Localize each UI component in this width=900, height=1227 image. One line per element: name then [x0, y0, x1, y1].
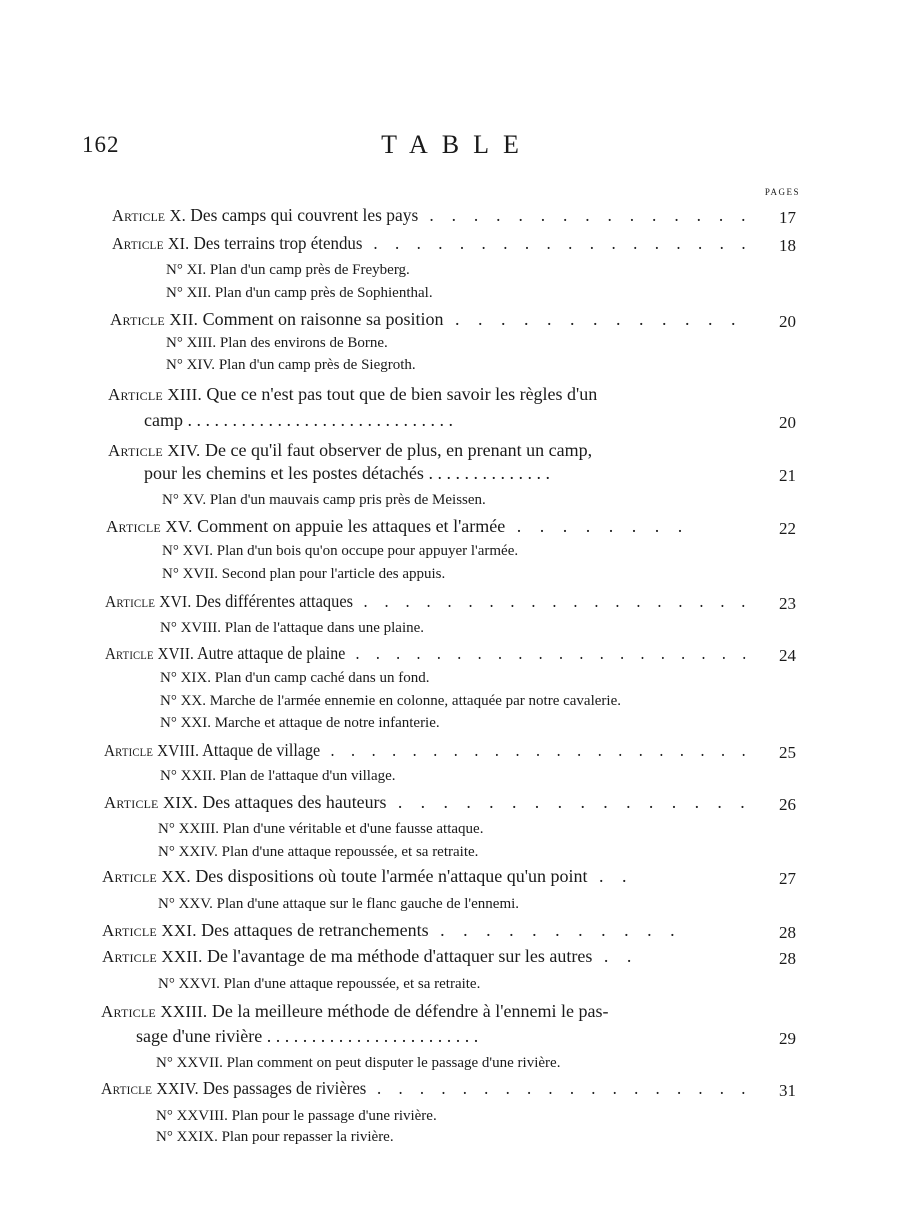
plate-entry [166, 285, 433, 302]
dot-leader: . . . . . . . . . . . . . . . . . . . . [345, 643, 753, 663]
plate-entry [158, 821, 483, 838]
article-number: Article XXI. [102, 921, 197, 940]
article-title-continuation [144, 410, 453, 431]
article-title: Des attaques de retranchements [201, 920, 429, 940]
plate-number: N° XXIII. [158, 821, 219, 837]
article-number: Article XIV. [108, 441, 201, 460]
article-number: Article XX. [102, 867, 191, 886]
dot-leader: . . . . . . . . . . . . . [443, 309, 743, 329]
toc-entry [110, 309, 743, 330]
plate-number: N° XXVI. [158, 976, 220, 992]
dot-leader: . . . . . . . . . . . . . . . . . . . . . . . . . . . . . . [182, 410, 453, 430]
article-number: Article XIX. [104, 793, 198, 812]
page-reference: 26 [779, 795, 796, 814]
continuation-text: camp [144, 410, 183, 430]
dot-leader: . . [587, 866, 634, 886]
plate-number: N° XIX. [160, 670, 211, 686]
article-title: Comment on raisonne sa position [202, 309, 444, 329]
plate-title: Second plan pour l'article des appuis. [221, 566, 446, 582]
toc-entry [102, 866, 633, 887]
page-reference: 24 [779, 646, 796, 665]
plate-title: Marche et attaque de notre infanterie. [214, 715, 440, 731]
plate-title: Plan d'un camp caché dans un fond. [214, 670, 430, 686]
toc-entry [106, 516, 689, 537]
dot-leader: . . [592, 946, 639, 966]
plate-number: N° XVIII. [160, 620, 221, 636]
plate-number: N° XVII. [162, 566, 218, 582]
article-title: Des différentes attaques [195, 591, 354, 611]
plate-title: Plan pour le passage d'une rivière. [231, 1108, 437, 1124]
article-title: Des attaques des hauteurs [202, 792, 387, 812]
plate-title: Plan d'une attaque sur le flanc gauche de l'ennemi. [216, 896, 520, 912]
plate-entry [156, 1108, 437, 1125]
dot-leader: . . . . . . . . . . . . . . . [418, 205, 753, 225]
article-title: Attaque de village [202, 740, 321, 760]
plate-entry [160, 670, 429, 687]
dot-leader: . . . . . . . . . . . . . . . . . . . . . . . . [262, 1026, 479, 1046]
article-number: Article XXII. [102, 947, 203, 966]
toc-entry [102, 946, 638, 967]
plate-entry [158, 976, 480, 993]
plate-entry [156, 1055, 560, 1072]
plate-title: Marche de l'armée ennemie en colonne, attaquée par notre cavalerie. [209, 693, 621, 709]
article-number: Article XI. [112, 234, 190, 253]
plate-title: Plan des environs de Borne. [219, 335, 388, 351]
dot-leader: . . . . . . . . . . . [428, 920, 682, 940]
page-title: TABLE [381, 130, 533, 159]
page-reference: 29 [779, 1029, 796, 1048]
page-reference: 22 [779, 519, 796, 538]
article-number: Article XVI. [105, 592, 192, 611]
toc-entry [108, 440, 592, 461]
toc-entry [112, 205, 752, 226]
dot-leader: . . . . . . . . . . . . . . . . . . . . . [320, 740, 752, 760]
plate-entry [160, 620, 424, 637]
plate-number: N° XXVIII. [156, 1108, 228, 1124]
plate-entry [160, 693, 621, 710]
plate-number: N° XX. [160, 693, 206, 709]
plate-entry [158, 844, 478, 861]
plate-title: Plan d'un mauvais camp pris près de Meissen. [209, 492, 486, 508]
plate-title: Plan d'une attaque repoussée, et sa retraite. [223, 976, 481, 992]
page-reference: 20 [779, 312, 796, 331]
article-title: Des terrains trop étendus [193, 233, 363, 253]
article-number: Article XII. [110, 310, 199, 329]
plate-number: N° XV. [162, 492, 207, 508]
plate-number: N° XXI. [160, 715, 211, 731]
plate-entry [162, 543, 518, 560]
page-reference: 28 [779, 923, 796, 942]
dot-leader: . . . . . . . . . . . . . . . . . . [362, 233, 753, 253]
article-title: De la meilleure méthode de défendre à l'ennemi le pas- [211, 1001, 609, 1021]
plate-number: N° XVI. [162, 543, 213, 559]
toc-entry [105, 643, 752, 664]
plate-title: Plan d'une véritable et d'une fausse attaque. [222, 821, 484, 837]
page-reference: 28 [779, 949, 796, 968]
article-title: Comment on appuie les attaques et l'armée [197, 516, 506, 536]
plate-title: Plan d'un camp près de Siegroth. [218, 357, 416, 373]
dot-leader: . . . . . . . . . . . . . . . . [386, 792, 752, 812]
article-title: Des passages de rivières [202, 1078, 367, 1098]
toc-entry [101, 1001, 608, 1022]
article-title: Des camps qui couvrent les pays [190, 205, 419, 225]
article-title-continuation [144, 463, 550, 484]
page-number: 162 [82, 132, 120, 157]
plate-number: N° XXVII. [156, 1055, 223, 1071]
article-title-continuation [136, 1026, 478, 1047]
toc-entry [102, 920, 682, 941]
toc-entry [104, 740, 752, 761]
plate-number: N° XXIV. [158, 844, 218, 860]
plate-entry [166, 335, 388, 352]
article-title: Des dispositions où toute l'armée n'attaque qu'un point [195, 866, 588, 886]
plate-title: Plan comment on peut disputer le passage d'une rivière. [226, 1055, 561, 1071]
plate-entry [162, 492, 486, 509]
article-number: Article XXIII. [101, 1002, 208, 1021]
plate-entry [160, 715, 440, 732]
page-reference: 25 [779, 743, 796, 762]
dot-leader: . . . . . . . . . . . . . . [423, 463, 550, 483]
page-reference: 18 [779, 236, 796, 255]
plate-entry [166, 357, 416, 374]
plate-number: N° XXIX. [156, 1129, 218, 1145]
plate-number: N° XIV. [166, 357, 216, 373]
plate-title: Plan d'un camp près de Sophienthal. [214, 285, 433, 301]
toc-entry [101, 1078, 752, 1099]
page-reference: 21 [779, 466, 796, 485]
dot-leader: . . . . . . . . . . . . . . . . . . [366, 1078, 752, 1098]
plate-number: N° XI. [166, 262, 207, 278]
plate-entry [158, 896, 519, 913]
plate-number: N° XIII. [166, 335, 217, 351]
plate-title: Plan d'une attaque repoussée, et sa retraite. [221, 844, 479, 860]
article-number: Article XVII. [105, 644, 194, 663]
plate-number: N° XXV. [158, 896, 213, 912]
article-title: De l'avantage de ma méthode d'attaquer sur les autres [207, 946, 593, 966]
continuation-text: pour les chemins et les postes détachés [144, 463, 424, 483]
toc-entry [105, 591, 752, 612]
toc-entry [108, 384, 597, 405]
plate-title: Plan d'un camp près de Freyberg. [209, 262, 410, 278]
article-number: Article XIII. [108, 385, 202, 404]
dot-leader: . . . . . . . . [505, 516, 690, 536]
plate-number: N° XII. [166, 285, 212, 301]
article-number: Article X. [112, 206, 186, 225]
toc-entry [112, 233, 752, 254]
page-header [0, 128, 900, 168]
article-number: Article XXIV. [101, 1079, 199, 1098]
plate-title: Plan pour repasser la rivière. [221, 1129, 394, 1145]
plate-title: Plan de l'attaque dans une plaine. [224, 620, 425, 636]
continuation-text: sage d'une rivière [136, 1026, 263, 1046]
page-reference: 23 [779, 594, 796, 613]
plate-entry [162, 566, 445, 583]
plate-entry [160, 768, 396, 785]
dot-leader: . . . . . . . . . . . . . . . . . . . [353, 591, 752, 611]
page-reference: 31 [779, 1081, 796, 1100]
article-number: Article XVIII. [104, 741, 200, 760]
article-number: Article XV. [106, 517, 193, 536]
page-reference: 27 [779, 869, 796, 888]
article-title: De ce qu'il faut observer de plus, en prenant un camp, [204, 440, 593, 460]
pages-column-label: PAGES [764, 187, 800, 197]
page-reference: 17 [779, 208, 796, 227]
plate-title: Plan d'un bois qu'on occupe pour appuyer l'armée. [216, 543, 519, 559]
plate-title: Plan de l'attaque d'un village. [219, 768, 396, 784]
plate-entry [166, 262, 410, 279]
article-title: Que ce n'est pas tout que de bien savoir les règles d'un [206, 384, 598, 404]
toc-entry [104, 792, 752, 813]
plate-entry [156, 1129, 394, 1146]
page-reference: 20 [779, 413, 796, 432]
plate-number: N° XXII. [160, 768, 216, 784]
article-title: Autre attaque de plaine [197, 643, 346, 663]
